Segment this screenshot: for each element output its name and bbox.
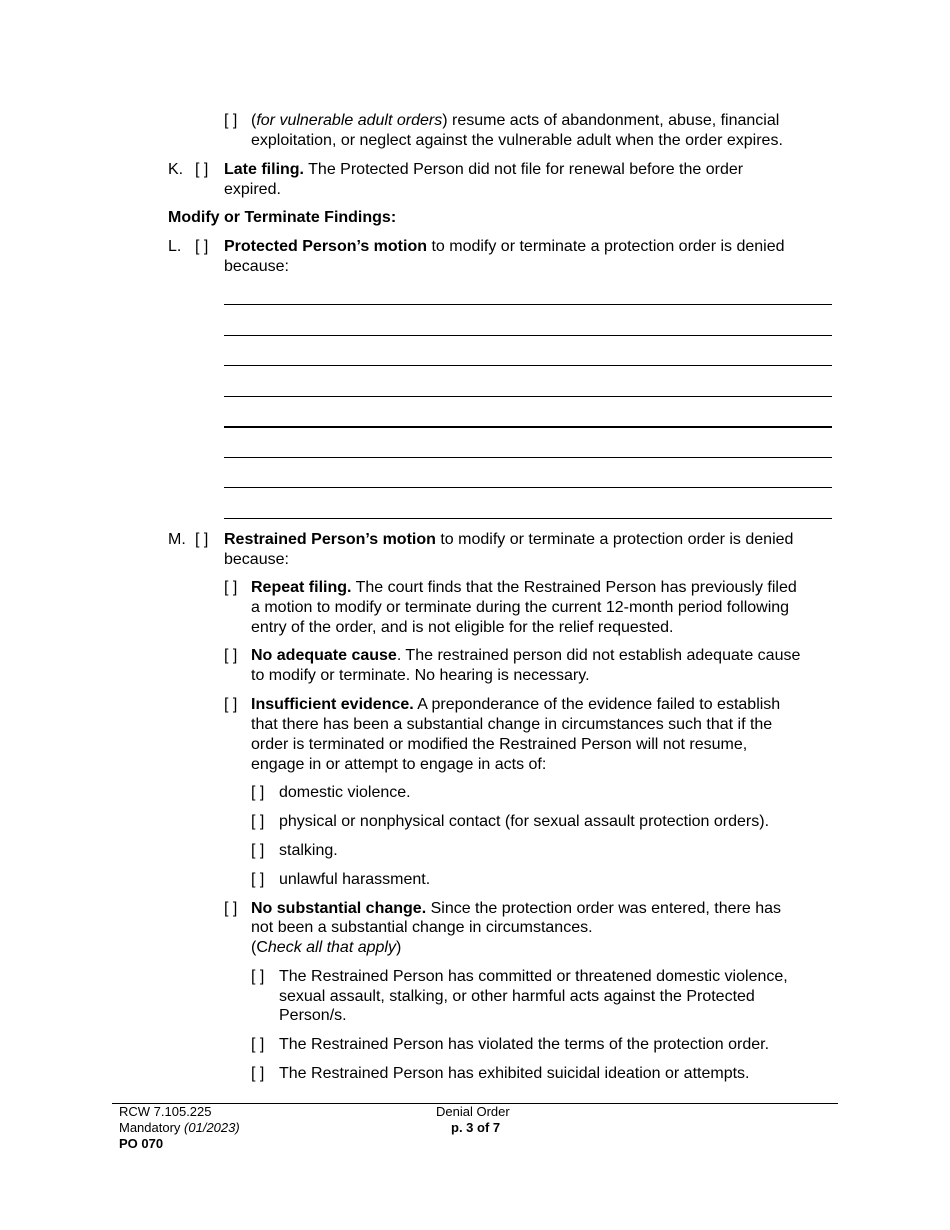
restrained-motion-line2: because: [224,551,289,568]
vulnerable-adult-text-line2: exploitation, or neglect against the vulnerable adult when the order expires. [251,132,783,149]
repeat-filing-line1: Repeat filing. The court finds that the Restrained Person has previously filed [251,579,797,596]
no-substantial-change-line2: not been a substantial change in circumstances. [251,919,593,936]
insufficient-evidence-line3: order is terminated or modified the Restrained Person will not resume, [251,736,748,753]
footer-title: Denial Order [436,1104,510,1119]
check-all-note: (Check all that apply) [251,939,402,956]
write-in-line[interactable] [224,487,832,488]
insufficient-evidence-line1: Insufficient evidence. A preponderance of the evidence failed to establish [251,696,781,713]
change-item-1-line3: Person/s. [279,1007,347,1024]
no-adequate-cause-line2: to modify or terminate. No hearing is necessary. [251,667,590,684]
checkbox[interactable]: [ ] [224,647,238,664]
checkbox[interactable]: [ ] [251,1036,265,1053]
act-item: unlawful harassment. [279,871,431,888]
write-in-line[interactable] [224,396,832,397]
restrained-motion-line1: Restrained Person’s motion to modify or terminate a protection order is denied [224,531,794,548]
late-filing-line2: expired. [224,181,281,198]
footer-rcw: RCW 7.105.225 [119,1104,212,1119]
act-item: stalking. [279,842,338,859]
checkbox[interactable]: [ ] [251,1065,265,1082]
no-adequate-cause-line1: No adequate cause. The restrained person did not establish adequate cause [251,647,801,664]
checkbox[interactable]: [ ] [195,238,209,255]
checkbox[interactable]: [ ] [251,871,265,888]
item-letter-k: K. [168,161,184,178]
change-item-1-line2: sexual assault, stalking, or other harmful acts against the Protected [279,988,755,1005]
act-item: domestic violence. [279,784,411,801]
insufficient-evidence-line2: that there has been a substantial change in circumstances such that if the [251,716,773,733]
change-item-3: The Restrained Person has exhibited suicidal ideation or attempts. [279,1065,750,1082]
no-substantial-change-line1: No substantial change. Since the protection order was entered, there has [251,900,782,917]
repeat-filing-line3: entry of the order, and is not eligible for the relief requested. [251,619,674,636]
protected-motion-line2: because: [224,258,289,275]
checkbox[interactable]: [ ] [195,531,209,548]
checkbox[interactable]: [ ] [224,579,238,596]
footer-page-number: p. 3 of 7 [451,1120,501,1135]
write-in-line[interactable] [224,304,832,305]
modify-terminate-heading: Modify or Terminate Findings: [168,209,397,226]
change-item-2: The Restrained Person has violated the terms of the protection order. [279,1036,770,1053]
checkbox[interactable]: [ ] [251,968,265,985]
insufficient-evidence-line4: engage in or attempt to engage in acts of: [251,756,547,773]
item-letter-l: L. [168,238,182,255]
repeat-filing-line2: a motion to modify or terminate during the current 12-month period following [251,599,790,616]
checkbox[interactable]: [ ] [251,784,265,801]
checkbox[interactable]: [ ] [224,900,238,917]
checkbox[interactable]: [ ] [224,112,238,129]
change-item-1-line1: The Restrained Person has committed or threatened domestic violence, [279,968,788,985]
checkbox[interactable]: [ ] [251,813,265,830]
write-in-line[interactable] [224,518,832,519]
footer-form-number: PO 070 [119,1136,164,1151]
footer-mandatory: Mandatory (01/2023) [119,1120,240,1135]
write-in-line[interactable] [224,365,832,366]
checkbox[interactable]: [ ] [224,696,238,713]
checkbox[interactable]: [ ] [195,161,209,178]
write-in-line[interactable] [224,457,832,458]
item-letter-m: M. [168,531,186,548]
write-in-line[interactable] [224,335,832,336]
act-item: physical or nonphysical contact (for sexual assault protection orders). [279,813,770,830]
protected-motion-line1: Protected Person’s motion to modify or terminate a protection order is denied [224,238,785,255]
late-filing-line1: Late filing. The Protected Person did not file for renewal before the order [224,161,744,178]
write-in-line[interactable] [224,426,832,428]
checkbox[interactable]: [ ] [251,842,265,859]
vulnerable-adult-text-line1: (for vulnerable adult orders) resume acts of abandonment, abuse, financial [251,112,780,129]
